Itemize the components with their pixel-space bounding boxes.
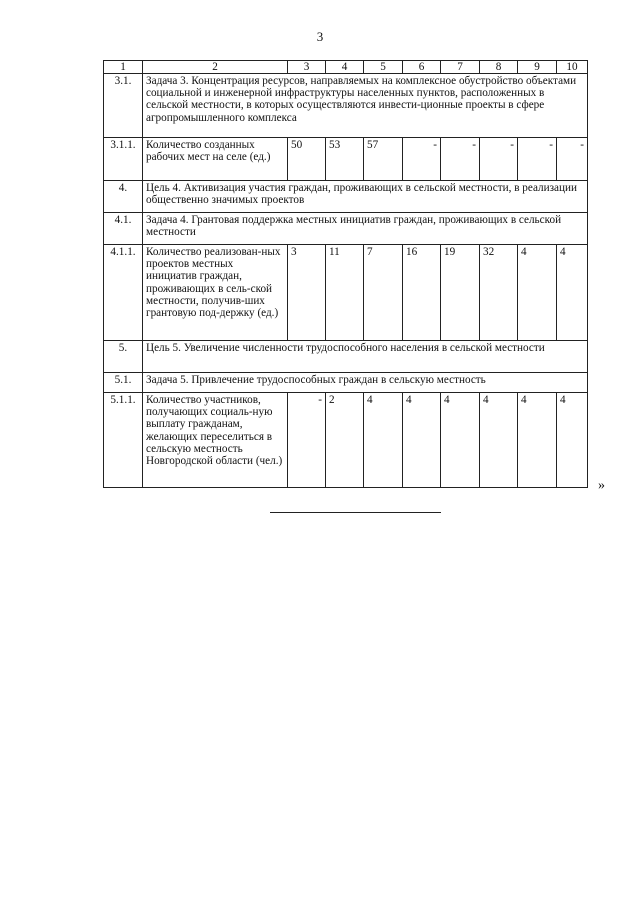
value-cell: - xyxy=(288,393,326,488)
header-cell: 7 xyxy=(441,61,480,74)
header-cell: 3 xyxy=(288,61,326,74)
header-cell: 4 xyxy=(326,61,364,74)
value-cell: 4 xyxy=(557,393,588,488)
value-cell: 53 xyxy=(326,138,364,181)
table-row xyxy=(104,341,588,373)
value-cell: 32 xyxy=(480,245,518,341)
row-number: 5.1. xyxy=(104,373,143,393)
value-cell: 19 xyxy=(441,245,480,341)
value-cell: 4 xyxy=(403,393,441,488)
header-cell: 2 xyxy=(143,61,288,74)
value-cell: 4 xyxy=(518,393,557,488)
table-row xyxy=(104,393,588,488)
value-cell: 50 xyxy=(288,138,326,181)
value-cell: 4 xyxy=(441,393,480,488)
value-cell: 4 xyxy=(557,245,588,341)
value-cell: 4 xyxy=(364,393,403,488)
value-cell: 16 xyxy=(403,245,441,341)
table-row xyxy=(104,373,588,393)
header-cell: 10 xyxy=(557,61,588,74)
table-row xyxy=(104,181,588,213)
value-cell: - xyxy=(441,138,480,181)
row-text: Количество созданных рабочих мест на селе (ед.) xyxy=(143,138,288,181)
value-cell: - xyxy=(518,138,557,181)
header-cell: 8 xyxy=(480,61,518,74)
row-number: 3.1. xyxy=(104,74,143,138)
table-row xyxy=(104,213,588,245)
row-text: Цель 4. Активизация участия граждан, проживающих в сельской местности, в реализации общественно значимых проектов xyxy=(143,181,588,213)
value-cell: - xyxy=(557,138,588,181)
row-number: 3.1.1. xyxy=(104,138,143,181)
table-row xyxy=(104,74,588,138)
page-number: 3 xyxy=(316,29,324,44)
header-cell: 6 xyxy=(403,61,441,74)
closing-quote-mark: » xyxy=(598,478,605,493)
separator-line xyxy=(270,512,441,513)
value-cell: 2 xyxy=(326,393,364,488)
row-number: 5. xyxy=(104,341,143,373)
row-text: Задача 5. Привлечение трудоспособных граждан в сельскую местность xyxy=(143,373,588,393)
row-text: Количество участников, получающих социаль-ную выплату гражданам, желающих переселиться в сельскую местность Новгородской области (чел.) xyxy=(143,393,288,488)
header-cell: 9 xyxy=(518,61,557,74)
row-number: 4.1. xyxy=(104,213,143,245)
table-header-row xyxy=(104,61,588,74)
value-cell: 57 xyxy=(364,138,403,181)
table-row xyxy=(104,245,588,341)
row-text: Количество реализован-ных проектов местных инициатив граждан, проживающих в сель-ской местности, получив-ших грантовую под-держку (ед.) xyxy=(143,245,288,341)
header-cell: 5 xyxy=(364,61,403,74)
value-cell: - xyxy=(480,138,518,181)
row-number: 5.1.1. xyxy=(104,393,143,488)
value-cell: 7 xyxy=(364,245,403,341)
value-cell: - xyxy=(403,138,441,181)
row-text: Задача 4. Грантовая поддержка местных инициатив граждан, проживающих в сельской местности xyxy=(143,213,588,245)
header-cell: 1 xyxy=(104,61,143,74)
value-cell: 3 xyxy=(288,245,326,341)
value-cell: 11 xyxy=(326,245,364,341)
row-text: Задача 3. Концентрация ресурсов, направляемых на комплексное обустройство объектами социальной и инженерной инфраструктуры населенных пунктов, расположенных в сельской местности, в которых осуществляются инвести-ционные проекты в сфере агропромышленного комплекса xyxy=(143,74,588,138)
value-cell: 4 xyxy=(518,245,557,341)
value-cell: 4 xyxy=(480,393,518,488)
row-number: 4.1.1. xyxy=(104,245,143,341)
indicators-table xyxy=(103,60,588,488)
row-text: Цель 5. Увеличение численности трудоспособного населения в сельской местности xyxy=(143,341,588,373)
table-row xyxy=(104,138,588,181)
row-number: 4. xyxy=(104,181,143,213)
